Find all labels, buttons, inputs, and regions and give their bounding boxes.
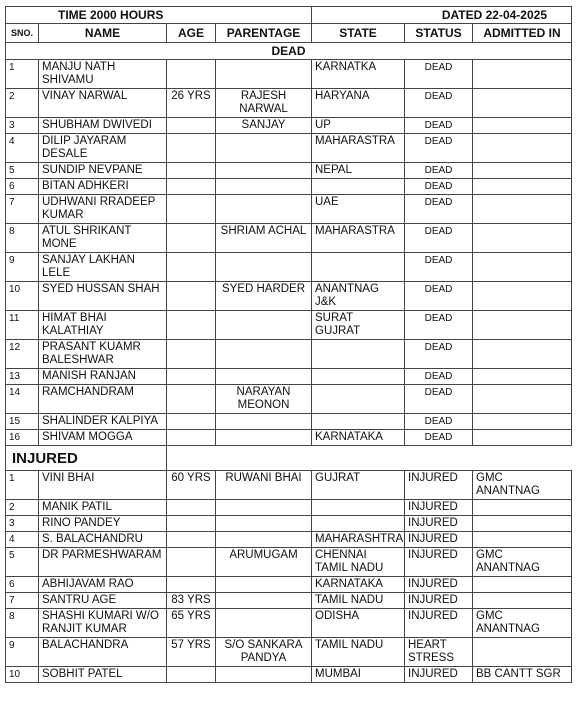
cell-sno: 2	[6, 89, 39, 118]
cell-sno: 9	[6, 253, 39, 282]
cell-sno: 6	[6, 577, 39, 593]
cell-state: HARYANA	[312, 89, 405, 118]
cell-name: DILIP JAYARAM DESALE	[39, 134, 167, 163]
cell-state: UAE	[312, 195, 405, 224]
cell-admitted	[473, 577, 572, 593]
table-row	[6, 577, 572, 593]
cell-sno: 12	[6, 340, 39, 369]
cell-parentage	[216, 667, 312, 683]
cell-status: DEAD	[405, 414, 473, 430]
cell-sno: 13	[6, 369, 39, 385]
cell-sno: 1	[6, 471, 39, 500]
cell-sno: 6	[6, 179, 39, 195]
cell-name: BALACHANDRA	[39, 638, 167, 667]
cell-status: INJURED	[405, 471, 473, 500]
cell-admitted	[473, 224, 572, 253]
cell-admitted: GMC ANANTNAG	[473, 548, 572, 577]
cell-age	[167, 311, 216, 340]
cell-state	[312, 340, 405, 369]
cell-name: PRASANT KUAMR BALESHWAR	[39, 340, 167, 369]
cell-state	[312, 369, 405, 385]
cell-admitted	[473, 311, 572, 340]
col-header-parentage: PARENTAGE	[216, 24, 312, 43]
cell-admitted	[473, 414, 572, 430]
cell-parentage: SYED HARDER	[216, 282, 312, 311]
cell-state: GUJRAT	[312, 471, 405, 500]
col-header-state: STATE	[312, 24, 405, 43]
cell-state	[312, 385, 405, 414]
cell-admitted: GMC ANANTNAG	[473, 471, 572, 500]
cell-status: DEAD	[405, 369, 473, 385]
cell-parentage: NARAYAN MEONON	[216, 385, 312, 414]
cell-admitted	[473, 282, 572, 311]
cell-admitted	[473, 532, 572, 548]
casualty-list-document	[5, 6, 571, 683]
cell-admitted	[473, 516, 572, 532]
cell-name: SUNDIP NEVPANE	[39, 163, 167, 179]
cell-status: DEAD	[405, 311, 473, 340]
cell-parentage	[216, 532, 312, 548]
cell-state: MAHARASTRA	[312, 224, 405, 253]
cell-age	[167, 430, 216, 446]
cell-state: KARNATKA	[312, 60, 405, 89]
cell-name: SANTRU AGE	[39, 593, 167, 609]
cell-admitted	[473, 253, 572, 282]
cell-age	[167, 516, 216, 532]
cell-age	[167, 163, 216, 179]
injured-section-title: INJURED	[6, 446, 167, 471]
cell-status: INJURED	[405, 609, 473, 638]
cell-age	[167, 667, 216, 683]
cell-admitted	[473, 593, 572, 609]
cell-sno: 15	[6, 414, 39, 430]
col-header-sno: SNO.	[6, 24, 39, 43]
cell-state: MAHARASTRA	[312, 134, 405, 163]
cell-status: DEAD	[405, 430, 473, 446]
table-row	[6, 311, 572, 340]
cell-sno: 3	[6, 118, 39, 134]
cell-name: SHIVAM MOGGA	[39, 430, 167, 446]
cell-status: DEAD	[405, 340, 473, 369]
cell-parentage	[216, 609, 312, 638]
cell-parentage	[216, 195, 312, 224]
cell-status: HEART STRESS	[405, 638, 473, 667]
cell-admitted	[473, 500, 572, 516]
table-row	[6, 195, 572, 224]
cell-status: INJURED	[405, 548, 473, 577]
injured-section-blank	[167, 446, 572, 471]
cell-age	[167, 340, 216, 369]
cell-parentage: SHRIAM ACHAL	[216, 224, 312, 253]
cell-sno: 9	[6, 638, 39, 667]
table-row	[6, 134, 572, 163]
cell-state: MUMBAI	[312, 667, 405, 683]
cell-admitted: BB CANTT SGR	[473, 667, 572, 683]
cell-age	[167, 60, 216, 89]
cell-state: NEPAL	[312, 163, 405, 179]
casualty-table	[5, 6, 572, 683]
cell-sno: 14	[6, 385, 39, 414]
table-row	[6, 609, 572, 638]
cell-parentage	[216, 134, 312, 163]
cell-status: DEAD	[405, 179, 473, 195]
cell-name: MANJU NATH SHIVAMU	[39, 60, 167, 89]
cell-state	[312, 516, 405, 532]
cell-sno: 8	[6, 224, 39, 253]
cell-name: S. BALACHANDRU	[39, 532, 167, 548]
cell-state	[312, 253, 405, 282]
cell-age: 83 YRS	[167, 593, 216, 609]
cell-sno: 16	[6, 430, 39, 446]
cell-status: DEAD	[405, 282, 473, 311]
cell-parentage: RAJESH NARWAL	[216, 89, 312, 118]
table-row	[6, 60, 572, 89]
cell-state: ANANTNAG J&K	[312, 282, 405, 311]
cell-parentage	[216, 253, 312, 282]
table-row	[6, 163, 572, 179]
cell-parentage	[216, 60, 312, 89]
cell-admitted	[473, 60, 572, 89]
cell-sno: 10	[6, 282, 39, 311]
header-row	[6, 7, 572, 24]
table-row	[6, 548, 572, 577]
cell-name: VINI BHAI	[39, 471, 167, 500]
col-header-age: AGE	[167, 24, 216, 43]
cell-state	[312, 500, 405, 516]
table-row	[6, 224, 572, 253]
cell-status: DEAD	[405, 163, 473, 179]
cell-name: MANIK PATIL	[39, 500, 167, 516]
cell-admitted	[473, 369, 572, 385]
cell-parentage: SANJAY	[216, 118, 312, 134]
cell-name: UDHWANI RRADEEP KUMAR	[39, 195, 167, 224]
cell-status: DEAD	[405, 60, 473, 89]
cell-sno: 11	[6, 311, 39, 340]
cell-sno: 5	[6, 548, 39, 577]
cell-age	[167, 195, 216, 224]
cell-status: INJURED	[405, 516, 473, 532]
cell-age	[167, 577, 216, 593]
col-header-status: STATUS	[405, 24, 473, 43]
table-row	[6, 340, 572, 369]
cell-name: HIMAT BHAI KALATHIAY	[39, 311, 167, 340]
cell-admitted	[473, 89, 572, 118]
cell-status: INJURED	[405, 667, 473, 683]
table-row	[6, 118, 572, 134]
table-row	[6, 516, 572, 532]
table-row	[6, 89, 572, 118]
cell-sno: 7	[6, 593, 39, 609]
dead-section-title: DEAD	[6, 43, 572, 60]
cell-sno: 8	[6, 609, 39, 638]
table-row	[6, 532, 572, 548]
cell-age	[167, 385, 216, 414]
cell-state	[312, 414, 405, 430]
cell-admitted: GMC ANANTNAG	[473, 609, 572, 638]
cell-parentage	[216, 414, 312, 430]
cell-parentage: RUWANI BHAI	[216, 471, 312, 500]
cell-status: DEAD	[405, 253, 473, 282]
table-row	[6, 667, 572, 683]
cell-status: INJURED	[405, 577, 473, 593]
cell-status: DEAD	[405, 195, 473, 224]
table-row	[6, 430, 572, 446]
cell-state: MAHARASHTRA	[312, 532, 405, 548]
table-row	[6, 500, 572, 516]
cell-age	[167, 253, 216, 282]
cell-parentage: ARUMUGAM	[216, 548, 312, 577]
cell-parentage	[216, 179, 312, 195]
cell-name: SHASHI KUMARI W/O RANJIT KUMAR	[39, 609, 167, 638]
cell-parentage	[216, 340, 312, 369]
cell-age: 57 YRS	[167, 638, 216, 667]
cell-admitted	[473, 340, 572, 369]
table-row	[6, 593, 572, 609]
cell-admitted	[473, 638, 572, 667]
cell-parentage	[216, 593, 312, 609]
injured-section-header	[6, 446, 572, 471]
cell-status: DEAD	[405, 224, 473, 253]
cell-name: BITAN ADHKERI	[39, 179, 167, 195]
cell-age	[167, 500, 216, 516]
cell-state: TAMIL NADU	[312, 593, 405, 609]
cell-admitted	[473, 118, 572, 134]
cell-age	[167, 224, 216, 253]
dead-section-header	[6, 43, 572, 60]
cell-name: SOBHIT PATEL	[39, 667, 167, 683]
cell-age	[167, 369, 216, 385]
cell-state: ODISHA	[312, 609, 405, 638]
cell-parentage: S/O SANKARA PANDYA	[216, 638, 312, 667]
table-row	[6, 638, 572, 667]
date-label: DATED 22-04-2025	[312, 7, 572, 24]
cell-age	[167, 532, 216, 548]
cell-status: INJURED	[405, 500, 473, 516]
table-row	[6, 471, 572, 500]
cell-parentage	[216, 577, 312, 593]
cell-status: INJURED	[405, 532, 473, 548]
cell-sno: 4	[6, 532, 39, 548]
cell-parentage	[216, 500, 312, 516]
cell-status: DEAD	[405, 134, 473, 163]
cell-status: DEAD	[405, 89, 473, 118]
cell-status: DEAD	[405, 385, 473, 414]
cell-sno: 2	[6, 500, 39, 516]
table-row	[6, 179, 572, 195]
cell-parentage	[216, 516, 312, 532]
cell-parentage	[216, 311, 312, 340]
cell-admitted	[473, 195, 572, 224]
cell-name: RAMCHANDRAM	[39, 385, 167, 414]
column-header-row	[6, 24, 572, 43]
col-header-name: NAME	[39, 24, 167, 43]
cell-name: SYED HUSSAN SHAH	[39, 282, 167, 311]
cell-sno: 7	[6, 195, 39, 224]
cell-sno: 3	[6, 516, 39, 532]
cell-state: TAMIL NADU	[312, 638, 405, 667]
cell-admitted	[473, 163, 572, 179]
cell-name: ATUL SHRIKANT MONE	[39, 224, 167, 253]
table-row	[6, 414, 572, 430]
cell-sno: 1	[6, 60, 39, 89]
cell-age	[167, 282, 216, 311]
cell-age	[167, 548, 216, 577]
cell-status: INJURED	[405, 593, 473, 609]
table-row	[6, 282, 572, 311]
cell-sno: 4	[6, 134, 39, 163]
cell-name: MANISH RANJAN	[39, 369, 167, 385]
cell-age: 65 YRS	[167, 609, 216, 638]
cell-state: CHENNAI TAMIL NADU	[312, 548, 405, 577]
cell-admitted	[473, 430, 572, 446]
cell-age	[167, 414, 216, 430]
cell-admitted	[473, 385, 572, 414]
time-label: TIME 2000 HOURS	[6, 7, 312, 24]
cell-parentage	[216, 369, 312, 385]
cell-name: DR PARMESHWARAM	[39, 548, 167, 577]
cell-name: ABHIJAVAM RAO	[39, 577, 167, 593]
table-row	[6, 385, 572, 414]
cell-parentage	[216, 163, 312, 179]
cell-state: UP	[312, 118, 405, 134]
cell-state: SURAT GUJRAT	[312, 311, 405, 340]
cell-age: 60 YRS	[167, 471, 216, 500]
cell-admitted	[473, 179, 572, 195]
table-row	[6, 369, 572, 385]
cell-name: VINAY NARWAL	[39, 89, 167, 118]
cell-age	[167, 134, 216, 163]
cell-state: KARNATAKA	[312, 577, 405, 593]
cell-age: 26 YRS	[167, 89, 216, 118]
cell-name: SHALINDER KALPIYA	[39, 414, 167, 430]
table-row	[6, 253, 572, 282]
cell-sno: 5	[6, 163, 39, 179]
cell-name: SANJAY LAKHAN LELE	[39, 253, 167, 282]
cell-sno: 10	[6, 667, 39, 683]
cell-name: SHUBHAM DWIVEDI	[39, 118, 167, 134]
cell-status: DEAD	[405, 118, 473, 134]
cell-state	[312, 179, 405, 195]
cell-admitted	[473, 134, 572, 163]
col-header-admitted: ADMITTED IN	[473, 24, 572, 43]
cell-age	[167, 118, 216, 134]
cell-age	[167, 179, 216, 195]
cell-state: KARNATAKA	[312, 430, 405, 446]
cell-name: RINO PANDEY	[39, 516, 167, 532]
cell-parentage	[216, 430, 312, 446]
